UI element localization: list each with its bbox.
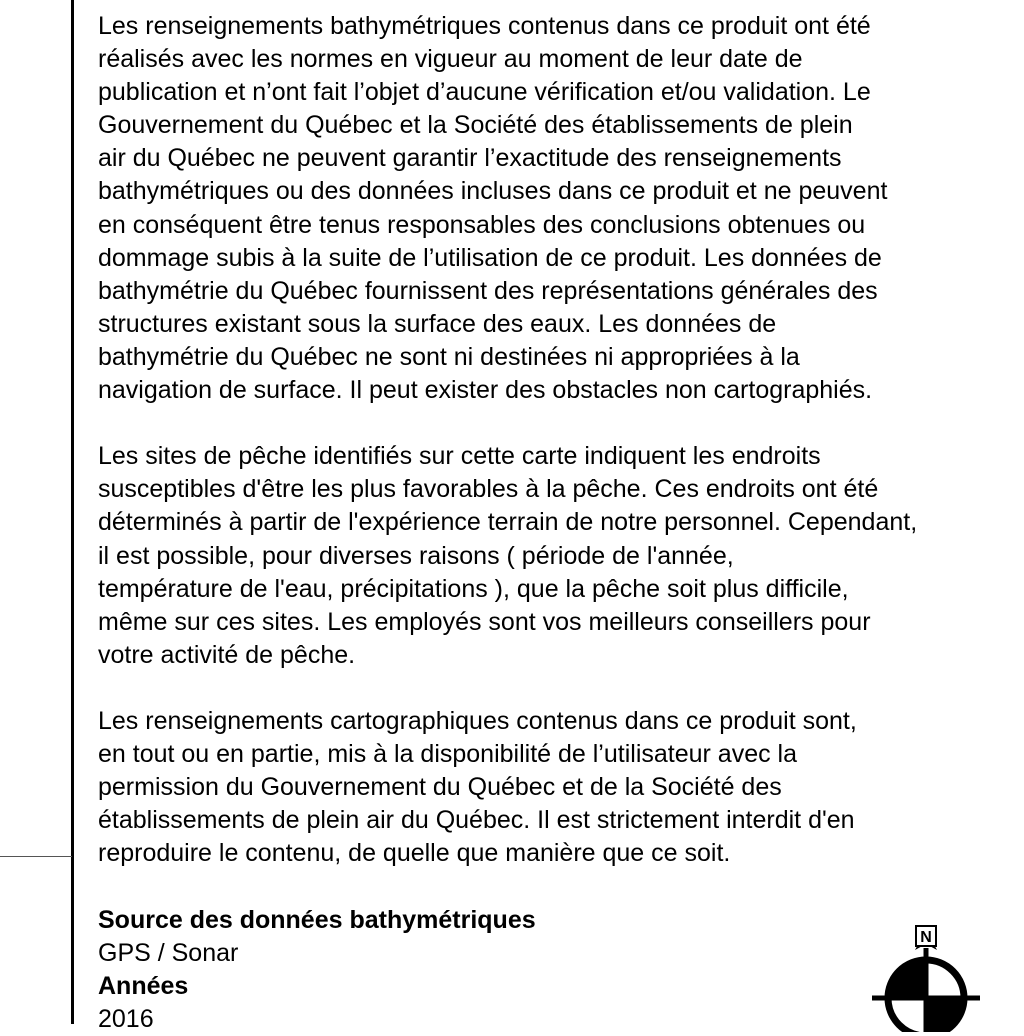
text-line: air du Québec ne peuvent garantir l’exactitude des renseignements [98, 144, 842, 173]
source-value: GPS / Sonar [98, 938, 239, 967]
text-line: Les renseignements bathymétriques contenus dans ce produit ont été [98, 12, 871, 40]
source-heading: Source des données bathymétriques [98, 905, 536, 934]
text-line: bathymétriques ou des données incluses dans ce produit et ne peuvent [98, 177, 888, 206]
text-line: Les sites de pêche identifiés sur cette carte indiquent les endroits [98, 442, 821, 471]
text-line: susceptibles d'être les plus favorables à la pêche. Ces endroits ont été [98, 475, 879, 504]
compass-quadrant-fill [888, 960, 926, 998]
text-line: Les renseignements cartographiques contenus dans ce produit sont, [98, 706, 857, 735]
years-heading: Années [98, 971, 189, 1000]
text-line: réalisés avec les normes en vigueur au moment de leur date de [98, 45, 803, 74]
compass-quadrant-fill [926, 998, 964, 1032]
disclaimer-text [98, 10, 1024, 1036]
text-line: structures existant sous la surface des eaux. Les données de [98, 309, 777, 338]
text-line: déterminés à partir de l'expérience terrain de notre personnel. Cependant, [98, 508, 918, 537]
paragraph-bathymetry-disclaimer [98, 10, 1024, 407]
north-arrow-compass-icon [866, 922, 986, 1032]
text-line: bathymétrie du Québec fournissent des représentations générales des [98, 276, 878, 305]
text-line: en conséquent être tenus responsables des conclusions obtenues ou [98, 210, 866, 239]
text-line: reproduire le contenu, de quelle que manière que ce soit. [98, 839, 731, 868]
text-line: navigation de surface. Il peut exister des obstacles non cartographiés. [98, 376, 873, 405]
text-line: votre activité de pêche. [98, 640, 356, 669]
text-line: en tout ou en partie, mis à la disponibilité de l’utilisateur avec la [98, 740, 798, 769]
text-line: il est possible, pour diverses raisons ( période de l'année, [98, 541, 734, 570]
text-line: permission du Gouvernement du Québec et de la Société des [98, 773, 782, 802]
text-line: publication et n’ont fait l’objet d’aucune vérification et/ou validation. Le [98, 78, 871, 107]
text-line: établissements de plein air du Québec. Il est strictement interdit d'en [98, 806, 855, 835]
margin-divider-line [0, 856, 72, 857]
text-line: dommage subis à la suite de l’utilisation de ce produit. Les données de [98, 243, 882, 272]
north-letter: N [920, 929, 932, 946]
text-line: bathymétrie du Québec ne sont ni destinées ni appropriées à la [98, 342, 800, 371]
years-value: 2016 [98, 1004, 154, 1033]
left-border-line [71, 0, 74, 1024]
text-line: même sur ces sites. Les employés sont vos meilleurs conseillers pour [98, 607, 871, 636]
text-line: température de l'eau, précipitations ), que la pêche soit plus difficile, [98, 574, 849, 603]
paragraph-fishing-sites [98, 440, 1024, 672]
text-line: Gouvernement du Québec et la Société des établissements de plein [98, 111, 853, 140]
paragraph-cartographic-rights [98, 705, 1024, 870]
